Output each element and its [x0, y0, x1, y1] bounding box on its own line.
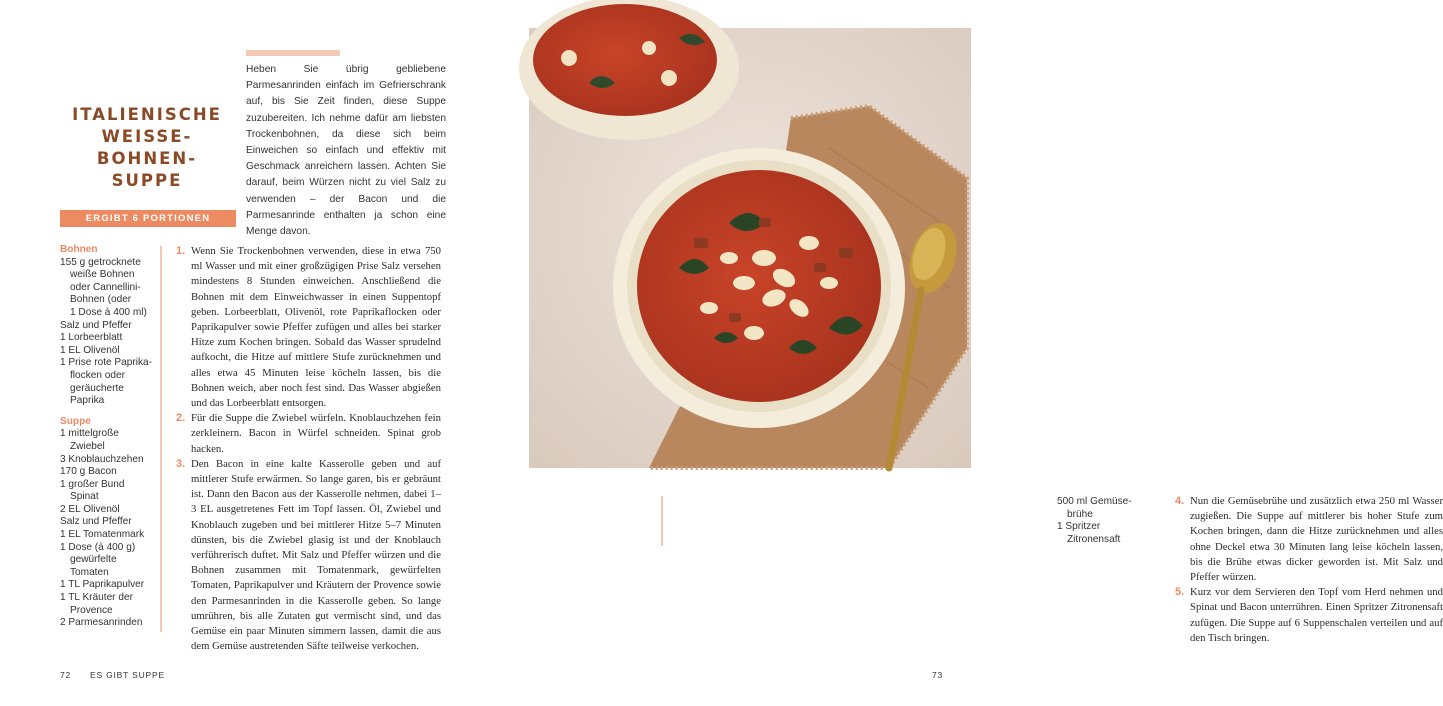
ingredient-section-bohnen	[60, 244, 160, 408]
yield-badge: ERGIBT 6 PORTIONEN	[60, 210, 236, 227]
ingredient-line: 1 EL Olivenöl	[60, 344, 120, 356]
recipe-title: ITALIENISCHE WEISSE-BOHNEN-SUPPE	[72, 105, 222, 190]
recipe-intro: Heben Sie übrig gebliebene Parmesanrinden einfach im Gefrierschrank auf, bis Sie Zeit finden, diese Suppe zuzubereiten. Ich nehme dafür am liebsten Trockenbohnen, da diese sich beim Einweichen so einfach und effektiv mit Geschmack anreichern lassen. Achten Sie darauf, beim Würzen nicht zu viel Salz zu verwenden – der Bacon und die Parmesanrinde enthalten ja schon eine Menge davon.	[246, 64, 446, 238]
step-number: 1.	[176, 245, 186, 257]
ingredient-line: Spinat	[70, 491, 99, 503]
ingredient-line: 1 mittelgroße	[60, 428, 119, 440]
ingredient-line: 500 ml Gemüse-	[1057, 496, 1132, 507]
step-number: 4.	[1175, 495, 1185, 507]
left-page	[0, 0, 500, 706]
soup-photo	[529, 28, 971, 468]
ingredient-list-continued	[1057, 496, 1157, 546]
ingredient-heading: Bohnen	[60, 244, 98, 255]
step-number: 3.	[176, 457, 186, 470]
step-number: 2.	[176, 412, 186, 425]
step-text: Kurz vor dem Servieren den Topf vom Herd nehmen und Spinat und Bacon unterrühren. Einen Spritzer Zitronensaft zufügen. Die Suppe auf 6 Suppenschalen verteilen und auf den Tisch bringen.	[1190, 586, 1443, 644]
method-steps-continued	[1175, 494, 1443, 646]
accent-bar	[246, 50, 340, 56]
method-steps	[176, 244, 441, 654]
ingredient-line: 2 EL Olivenöl	[60, 503, 120, 515]
method-step	[176, 457, 441, 655]
page-number-right: 73	[932, 670, 944, 680]
ingredient-line: 1 TL Paprikapulver	[60, 579, 145, 591]
ingredient-section-suppe	[60, 416, 160, 630]
ingredient-line: 1 Dose (à 400 g)	[60, 541, 136, 553]
ingredient-line: weiße Bohnen	[70, 269, 135, 281]
step-text: Für die Suppe die Zwiebel würfeln. Knoblauchzehen fein zerkleinern. Bacon in Würfel schneiden. Spinat grob hacken.	[191, 412, 441, 455]
ingredient-line: Salz und Pfeffer	[60, 516, 132, 528]
right-page	[500, 0, 1443, 706]
ingredient-line: Paprika	[70, 395, 105, 407]
ingredient-line: 1 Lorbeerblatt	[60, 332, 123, 344]
ingredient-line: Tomaten	[70, 566, 109, 578]
ingredient-divider	[160, 246, 162, 632]
ingredient-line: Salz und Pfeffer	[60, 319, 132, 331]
ingredient-line: 1 TL Kräuter der	[60, 592, 133, 604]
running-head: ES GIBT SUPPE	[90, 670, 165, 680]
method-step	[176, 244, 441, 411]
ingredient-line: 170 g Bacon	[60, 466, 117, 478]
step-number: 5.	[1175, 586, 1185, 599]
ingredient-line: 1 großer Bund	[60, 478, 125, 490]
ingredient-line: 155 g getrocknete	[60, 256, 141, 268]
ingredient-list	[60, 244, 160, 630]
page-number-left: 72	[60, 670, 72, 680]
ingredient-line: Zwiebel	[70, 440, 105, 452]
step-text: Wenn Sie Trockenbohnen verwenden, diese in etwa 750 ml Wasser und mit einer großzügigen Prise Salz versehen mindestens 8 Stunden einweichen. Anschließend die Bohnen mit dem Einweichwasser in einen Suppentopf geben. Lorbeerblatt, Olivenöl, rote Paprikaflocken oder Paprikapulver sowie Pfeffer zufügen und alles bei starker Hitze zum Kochen bringen. Sobald das Wasser sprudelnd aufkocht, die Hitze auf mittlere Stufe zurücknehmen und alles etwa 45 Minuten leise köcheln lassen, bis die Bohnen weich, aber noch fest sind. Das Wasser abgießen und das Lorbeerblatt entsorgen.	[191, 245, 441, 410]
method-step	[1175, 494, 1443, 585]
ingredient-line: 1 Prise rote Paprika-	[60, 357, 153, 369]
ingredient-line: 1 Spritzer	[1057, 521, 1101, 533]
ingredient-line: oder Cannellini-	[70, 281, 141, 293]
ingredient-line: Bohnen (oder	[70, 294, 132, 306]
method-step	[1175, 585, 1443, 646]
ingredient-line: Zitronensaft	[1067, 533, 1121, 545]
ingredient-line: flocken oder	[70, 369, 125, 381]
ingredient-line: 1 Dose à 400 ml)	[70, 306, 147, 318]
ingredient-line: 1 EL Tomatenmark	[60, 529, 145, 541]
ingredient-line: brühe	[1067, 508, 1093, 520]
method-step	[176, 411, 441, 457]
ingredient-heading: Suppe	[60, 415, 91, 427]
ingredient-line: 2 Parmesanrinden	[60, 617, 143, 629]
ingredient-line: gewürfelte	[70, 554, 117, 566]
step-text: Nun die Gemüsebrühe und zusätzlich etwa 250 ml Wasser zugießen. Die Suppe auf mittlerer bis hoher Stufe zum Kochen bringen, dann die Hitze zurücknehmen und alles ohne Deckel etwa 30 Minuten lang leise köcheln lassen, bis die Brühe etwas dicker geworden ist. Mit Salz und Pfeffer würzen.	[1190, 495, 1443, 584]
ingredient-line: geräucherte	[70, 382, 124, 394]
step-text: Den Bacon in eine kalte Kasserolle geben und auf mittlerer Stufe erwärmen. So lange garen, bis er gebräunt ist. Dann den Bacon aus der Kasserolle nehmen, dabei 1–3 EL ausgetretenes Fett im Topf lassen. Öl, Zwiebel und Knoblauch zugeben und bei mittlerer Hitze 5–7 Minuten dünsten, bis die Zwiebel glasig ist und der Knoblauch verführerisch duftet. Mit Salz und Pfeffer würzen und die Bohnen zusammen mit Tomatenmark, gewürfelten Tomaten, Paprikapulver und Kräutern der Provence sowie den Parmesanrinden in die Kasserolle geben. So lange umrühren, bis alle Zutaten gut vermischt sind, und das Gemüse ein paar Minuten simmern lassen, damit die aus dem Gemüse austretenden Säfte teilweise verkochen.	[191, 457, 441, 653]
ingredient-line: Provence	[70, 604, 113, 616]
ingredient-divider-right	[661, 496, 663, 546]
ingredient-line: 3 Knoblauchzehen	[60, 453, 144, 465]
